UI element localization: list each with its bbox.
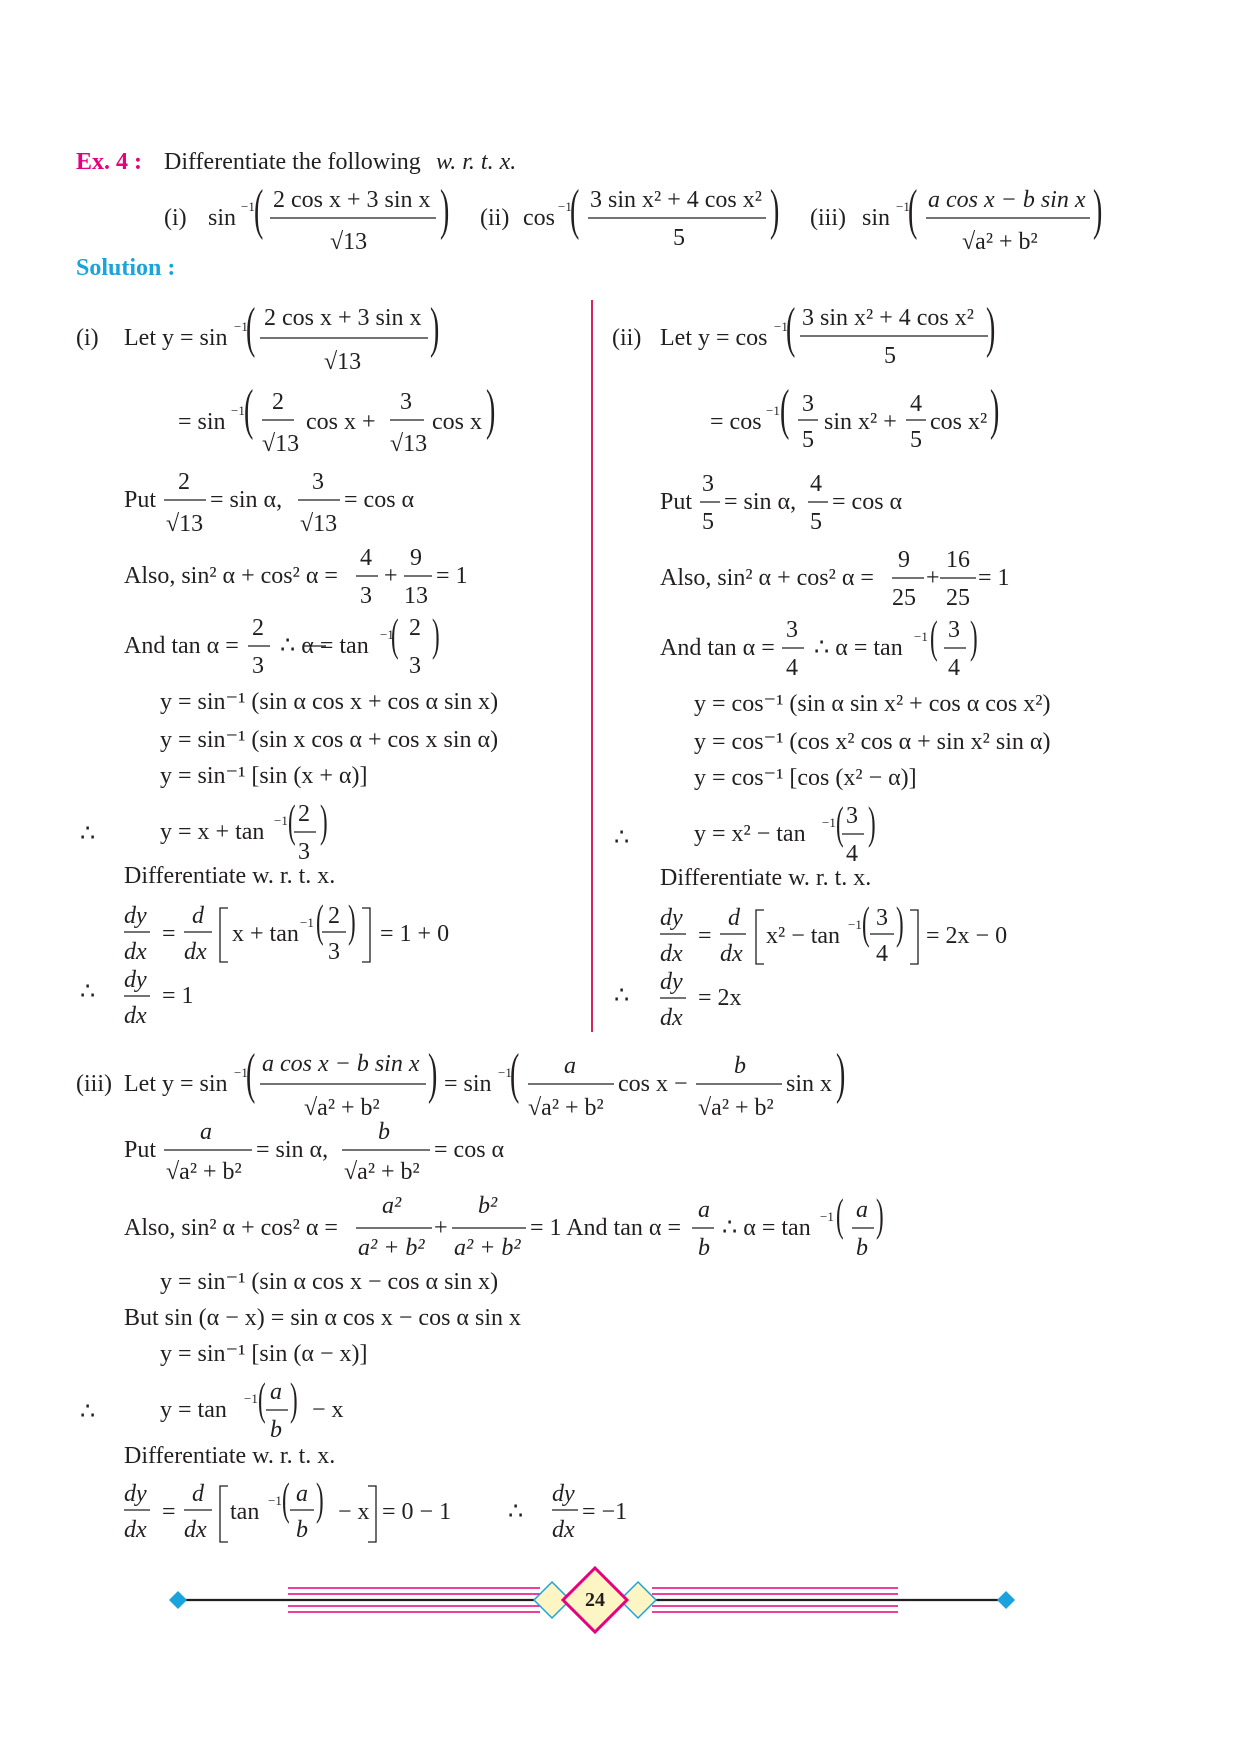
page-number: 24 (585, 1589, 605, 1611)
example-label: Ex. 4 : (76, 149, 142, 175)
example-instruction: Differentiate the following (164, 149, 421, 175)
solution-label: Solution : (76, 255, 176, 281)
example-wrt: w. r. t. x. (436, 149, 517, 175)
